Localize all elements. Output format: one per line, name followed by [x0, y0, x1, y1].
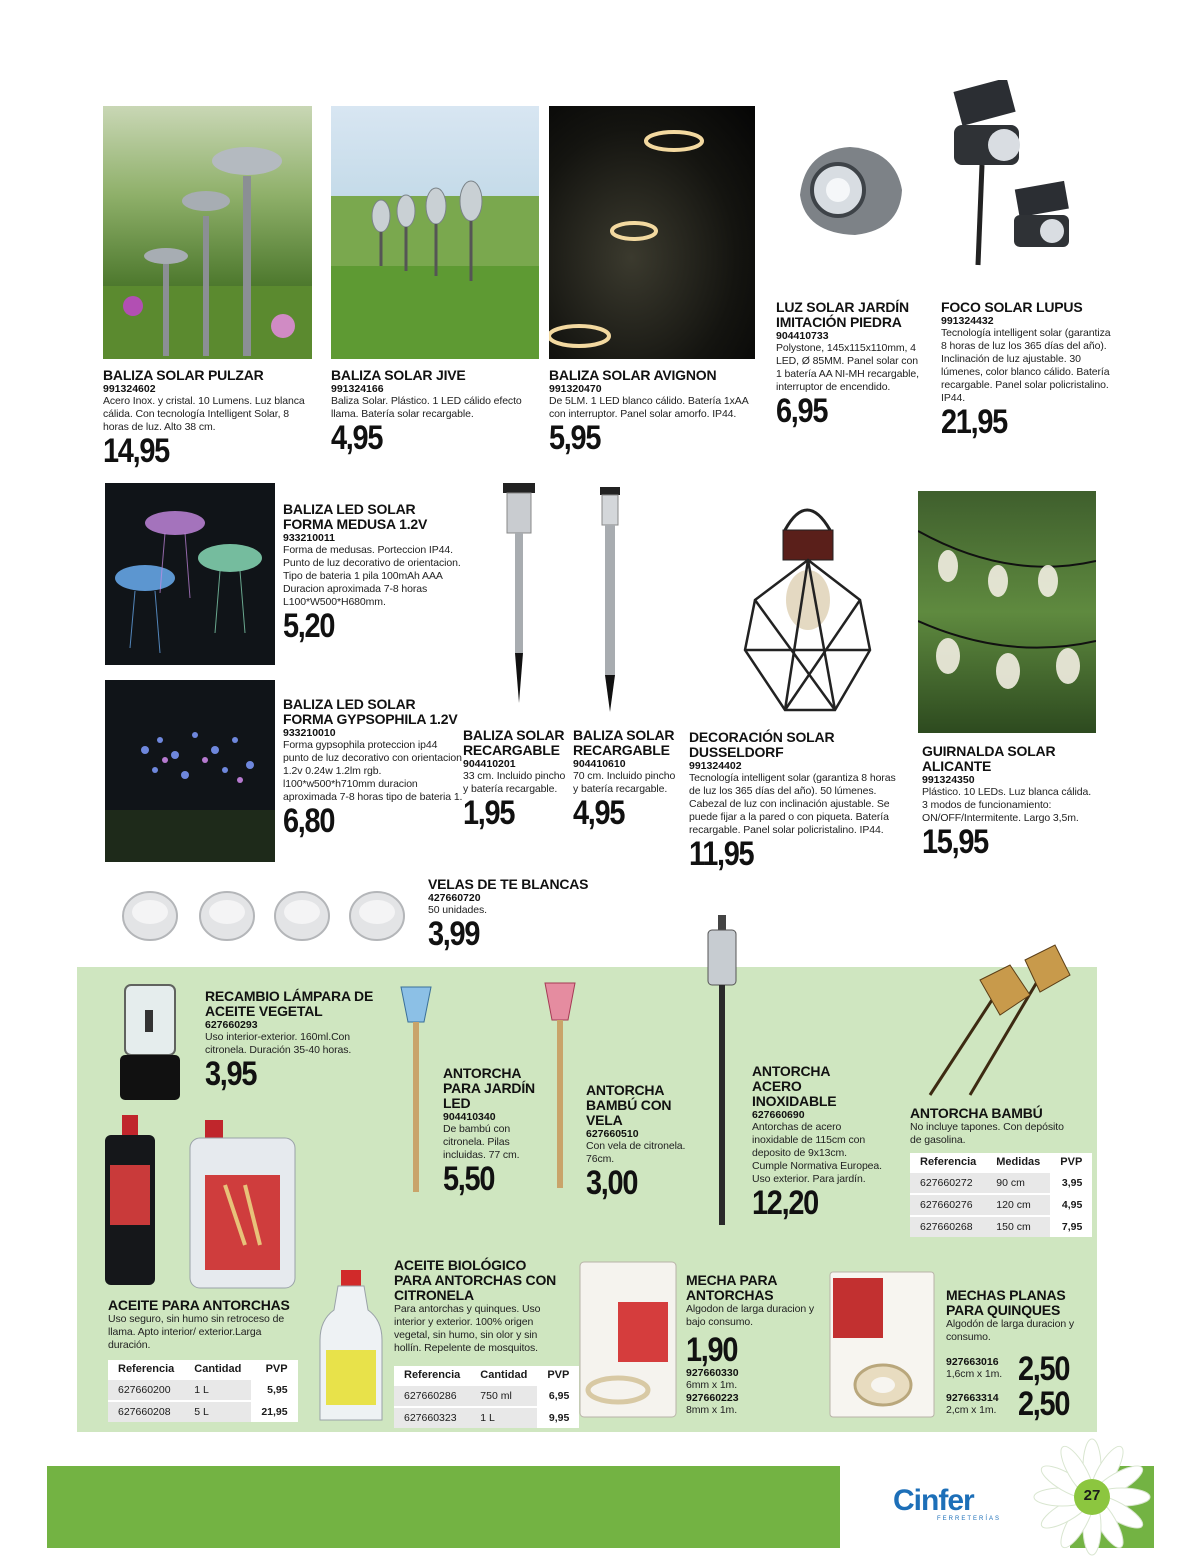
product-ref: 991324166 [331, 383, 384, 395]
oil-bottles-illustration [100, 1115, 305, 1290]
product-price: 6,95 [776, 392, 828, 430]
bio-oil-bottle-illustration [316, 1270, 386, 1425]
product-piedra [776, 300, 926, 428]
product-size: 1,6cm x 1m. [946, 1368, 1003, 1380]
recargable1-photo [495, 483, 545, 708]
product-size: 6mm x 1m. [686, 1379, 738, 1391]
product-ref: 627660293 [205, 1019, 258, 1031]
product-lupus [941, 300, 1111, 439]
product-name: BALIZA SOLAR AVIGNON [549, 367, 717, 383]
product-price: 4,95 [573, 794, 625, 832]
product-price: 3,00 [586, 1164, 638, 1202]
product-desc: Algodón de larga duracion y consumo. [946, 1318, 1075, 1343]
spotlight-illustration [942, 80, 1082, 270]
tall-stake-light-illustration [592, 487, 628, 715]
product-ref: 904410733 [776, 330, 829, 342]
product-desc: Algodon de larga duracion y bajo consumo. [686, 1303, 815, 1328]
led-torch-illustration [396, 982, 436, 1197]
product-desc: 70 cm. Incluido pincho y batería recargable. [573, 770, 676, 795]
col-referencia: Referencia [108, 1360, 184, 1379]
table-header-row [108, 1360, 298, 1379]
product-mechas-planas [946, 1288, 1086, 1344]
product-ref: 991324432 [941, 315, 994, 327]
product-mecha [686, 1273, 816, 1417]
table-row [394, 1385, 579, 1407]
product-name: FOCO SOLAR LUPUS [941, 299, 1083, 315]
product-desc: Forma de medusas. Porteccion IP44. Punto de luz decorativo de orientacion. Tipo de bateria 1 pila 100mAh AAA Duracion aproximada 7-8 horas L100*W500*H680mm. [283, 544, 461, 608]
product-ref: 991324402 [689, 760, 742, 772]
product-name: VELAS DE TE BLANCAS [428, 876, 589, 892]
steel-torch-illustration [700, 915, 745, 1230]
product-ref: 627660690 [752, 1109, 805, 1121]
col-referencia: Referencia [910, 1153, 986, 1172]
mecha-photo [578, 1260, 678, 1420]
tealights-illustration [122, 888, 412, 943]
stake-light-illustration [495, 483, 545, 708]
product-price: 1,95 [463, 794, 515, 832]
product-name: ANTORCHA BAMBÚ CON VELA [586, 1082, 672, 1128]
cell-ref: 627660286 [394, 1385, 470, 1407]
oil-lamp-illustration [115, 980, 185, 1105]
product-ref: 927663016 [946, 1356, 999, 1368]
stone-light-illustration [790, 135, 910, 245]
aceite-bottles-photo [100, 1115, 305, 1290]
product-name: ANTORCHA PARA JARDÍN LED [443, 1065, 535, 1111]
product-desc: Uso seguro, sin humo sin retroceso de llama. Apto interior/ exterior.Larga duración. [108, 1313, 285, 1351]
cell-size: 150 cm [986, 1216, 1050, 1237]
product-price: 4,95 [331, 419, 383, 457]
product-recargable1 [463, 728, 568, 830]
daisy-flower-icon [1032, 1437, 1152, 1557]
cell-ref: 627660200 [108, 1379, 184, 1401]
product-desc: Forma gypsophila proteccion ip44 punto de luz decorativo con orientacion 1.2v 0.24w 1.2lm rgb. l100*w500*h710mm duracion aproximada 7-8 horas tipo de bateria 1. [283, 739, 463, 803]
gypsophila-photo [105, 680, 275, 862]
brand-name: Cinfer [893, 1484, 974, 1517]
cell-price: 7,95 [1050, 1216, 1092, 1237]
product-price: 14,95 [103, 432, 169, 470]
mechas-planas-variant-2 [946, 1392, 1016, 1417]
product-price: 15,95 [922, 823, 988, 861]
product-price: 5,50 [443, 1160, 495, 1198]
product-price: 6,80 [283, 802, 335, 840]
product-velas [428, 877, 608, 951]
cell-qty: 5 L [184, 1401, 251, 1422]
product-name: BALIZA LED SOLAR FORMA MEDUSA 1.2V [283, 501, 428, 532]
cell-size: 120 cm [986, 1194, 1050, 1216]
table-header-row [910, 1153, 1092, 1172]
antorcha-acero-photo [700, 915, 745, 1230]
jive-photo [331, 106, 539, 359]
candle-torch-illustration [540, 978, 580, 1193]
product-recambio [205, 989, 375, 1091]
product-alicante [922, 744, 1097, 859]
mechas-planas-price-1: 2,50 [1018, 1350, 1070, 1388]
product-ref: 627660510 [586, 1128, 639, 1140]
product-name: GUIRNALDA SOLAR ALICANTE [922, 743, 1056, 774]
product-desc: Tecnología intelligent solar (garantiza 8 horas de luz los 365 días del año). Inclinación de luz ajustable. 30 lúmenes, color blanco cálido. Batería recargable. Panel solar policristalino. IP44. [941, 327, 1111, 404]
dusseldorf-photo [735, 490, 880, 715]
product-ref: 927663314 [946, 1392, 999, 1404]
product-size: 2,cm x 1m. [946, 1404, 997, 1416]
solar-stake-lights-illustration [103, 106, 312, 359]
product-name: ACEITE PARA ANTORCHAS [108, 1297, 290, 1313]
cell-qty: 1 L [184, 1379, 251, 1401]
col-pvp: PVP [251, 1360, 297, 1379]
table-row [910, 1172, 1092, 1194]
cell-qty: 750 ml [470, 1385, 537, 1407]
product-name: BALIZA SOLAR JIVE [331, 367, 466, 383]
mechas-planas-variant-1 [946, 1356, 1016, 1381]
table-row [910, 1194, 1092, 1216]
cell-size: 90 cm [986, 1172, 1050, 1194]
product-price: 1,90 [686, 1331, 738, 1369]
product-desc: Con vela de citronela. 76cm. [586, 1140, 686, 1165]
product-price: 3,95 [205, 1055, 257, 1093]
flat-wick-package-illustration [828, 1270, 936, 1420]
ground-lights-illustration [549, 106, 755, 359]
mechas-planas-photo [828, 1270, 936, 1420]
recargable2-photo [592, 487, 628, 715]
product-desc: 50 unidades. [428, 904, 487, 916]
product-desc: Polystone, 145x115x110mm, 4 LED, Ø 85MM. Panel solar con 1 batería AA NI-MH recargable, interruptor de encendido. [776, 342, 919, 393]
product-medusa [283, 502, 463, 643]
product-ref: 904410340 [443, 1111, 496, 1123]
product-avignon [549, 368, 759, 455]
pulzar-photo [103, 106, 312, 359]
product-ref: 991324602 [103, 383, 156, 395]
product-antorcha-led [443, 1066, 553, 1196]
product-ref: 991324350 [922, 774, 975, 786]
product-price: 5,20 [283, 607, 335, 645]
product-dusseldorf [689, 730, 909, 871]
piedra-photo [790, 135, 910, 245]
cell-price: 5,95 [251, 1379, 297, 1401]
product-size: 8mm x 1m. [686, 1404, 738, 1416]
geometric-lantern-illustration [735, 490, 880, 715]
product-ref: 427660720 [428, 892, 481, 904]
jellyfish-lights-illustration [105, 483, 275, 665]
antorcha-led-photo [396, 982, 436, 1197]
medusa-photo [105, 483, 275, 665]
aceite-table [108, 1360, 298, 1422]
col-pvp: PVP [537, 1366, 579, 1385]
product-ref: 933210011 [283, 532, 335, 544]
mechas-planas-price-2: 2,50 [1018, 1385, 1070, 1423]
table-row [910, 1216, 1092, 1237]
cell-price: 4,95 [1050, 1194, 1092, 1216]
table-row [108, 1401, 298, 1422]
gypsophila-lights-illustration [105, 680, 275, 862]
col-referencia: Referencia [394, 1366, 470, 1385]
product-name: DECORACIÓN SOLAR DUSSELDORF [689, 729, 835, 760]
velas-photo [122, 888, 412, 943]
recambio-photo [115, 980, 185, 1105]
page-number: 27 [1083, 1487, 1101, 1504]
product-name: MECHA PARA ANTORCHAS [686, 1272, 777, 1303]
brand-logo [893, 1486, 1033, 1526]
wick-package-illustration [578, 1260, 678, 1420]
brand-subtitle: FERRETERÍAS [936, 1516, 1001, 1522]
cell-ref: 627660208 [108, 1401, 184, 1422]
col-cantidad: Cantidad [184, 1360, 251, 1379]
product-desc: Uso interior-exterior. 160ml.Con citronela. Duración 35-40 horas. [205, 1031, 352, 1056]
cell-ref: 627660323 [394, 1407, 470, 1428]
cell-ref: 627660268 [910, 1216, 986, 1237]
aceite-bio-table [394, 1366, 579, 1428]
aceite-bio-photo [316, 1270, 386, 1425]
table-row [394, 1407, 579, 1428]
bamboo-torches-illustration [910, 930, 1075, 1100]
product-name: BALIZA SOLAR RECARGABLE [463, 727, 565, 758]
col-pvp: PVP [1050, 1153, 1092, 1172]
product-name: ANTORCHA ACERO INOXIDABLE [752, 1063, 837, 1109]
product-name: MECHAS PLANAS PARA QUINQUES [946, 1287, 1066, 1318]
antorcha-bambu-table [910, 1153, 1092, 1237]
cell-price: 21,95 [251, 1401, 297, 1422]
product-antorcha-acero [752, 1064, 882, 1220]
product-name: RECAMBIO LÁMPARA DE ACEITE VEGETAL [205, 988, 374, 1019]
product-desc: Baliza Solar. Plástico. 1 LED cálido efecto llama. Batería solar recargable. [331, 395, 522, 420]
product-ref: 904410201 [463, 758, 516, 770]
product-recargable2 [573, 728, 678, 830]
product-desc: De bambú con citronela. Pilas incluidas. 77 cm. [443, 1123, 520, 1161]
product-name: ANTORCHA BAMBÚ [910, 1105, 1043, 1121]
table-row [108, 1379, 298, 1401]
cell-price: 9,95 [537, 1407, 579, 1428]
product-antorcha-bambu [910, 1106, 1075, 1147]
col-medidas: Medidas [986, 1153, 1050, 1172]
product-pulzar [103, 368, 313, 468]
product-desc: No incluye tapones. Con depósito de gasolina. [910, 1121, 1064, 1146]
product-name: BALIZA SOLAR RECARGABLE [573, 727, 675, 758]
product-desc: De 5LM. 1 LED blanco cálido. Batería 1xAA con interruptor. Panel solar amorfo. IP44. [549, 395, 749, 420]
string-lights-illustration [918, 491, 1096, 733]
product-price: 3,99 [428, 915, 480, 953]
product-price: 12,20 [752, 1184, 818, 1222]
antorcha-bambu-photo [910, 930, 1075, 1100]
product-name: LUZ SOLAR JARDÍN IMITACIÓN PIEDRA [776, 299, 909, 330]
product-desc: Acero Inox. y cristal. 10 Lumens. Luz blanca cálida. Con tecnología Intelligent Solar, 8 horas de luz. Alto 38 cm. [103, 395, 305, 433]
product-ref: 927660330 [686, 1367, 739, 1379]
product-desc: Para antorchas y quinques. Uso interior y exterior. 100% origen vegetal, sin humo, sin olor y sin hollín. Repelente de mosquitos. [394, 1303, 541, 1354]
col-cantidad: Cantidad [470, 1366, 537, 1385]
cell-qty: 1 L [470, 1407, 537, 1428]
product-ref: 991320470 [549, 383, 602, 395]
product-name: BALIZA LED SOLAR FORMA GYPSOPHILA 1.2V [283, 696, 458, 727]
product-ref: 927660223 [686, 1392, 739, 1404]
cell-price: 6,95 [537, 1385, 579, 1407]
product-desc: Tecnología intelligent solar (garantiza 8 horas de luz los 365 días del año). 50 lúmenes. Cabezal de luz con inclinación ajustable. Se puede fijar a la pared o con piqueta. Batería recargable. Panel solar policristalino. IP44. [689, 772, 896, 836]
cell-ref: 627660272 [910, 1172, 986, 1194]
product-price: 21,95 [941, 403, 1007, 441]
alicante-photo [918, 491, 1096, 733]
product-name: BALIZA SOLAR PULZAR [103, 367, 264, 383]
antorcha-vela-photo [540, 978, 580, 1193]
product-ref: 933210010 [283, 727, 336, 739]
product-aceite-bio [394, 1258, 559, 1355]
cell-ref: 627660276 [910, 1194, 986, 1216]
cell-price: 3,95 [1050, 1172, 1092, 1194]
product-price: 5,95 [549, 419, 601, 457]
product-antorcha-vela [586, 1083, 706, 1200]
product-name: ACEITE BIOLÓGICO PARA ANTORCHAS CON CITRONELA [394, 1257, 557, 1303]
avignon-photo [549, 106, 755, 359]
product-aceite [108, 1298, 298, 1352]
product-jive [331, 368, 541, 455]
product-price: 11,95 [689, 835, 754, 873]
product-ref: 904410610 [573, 758, 626, 770]
product-desc: 33 cm. Incluido pincho y batería recargable. [463, 770, 566, 795]
garden-stakes-illustration [331, 106, 539, 359]
product-gypsophila [283, 697, 463, 838]
product-desc: Plástico. 10 LEDs. Luz blanca cálida. 3 modos de funcionamiento: ON/OFF/Intermitente. Largo 3,5m. [922, 786, 1092, 824]
table-header-row [394, 1366, 579, 1385]
product-desc: Antorchas de acero inoxidable de 115cm con deposito de 9x13cm. Cumple Normativa Europea. Uso exterior. Para jardín. [752, 1121, 882, 1185]
lupus-photo [942, 80, 1082, 270]
